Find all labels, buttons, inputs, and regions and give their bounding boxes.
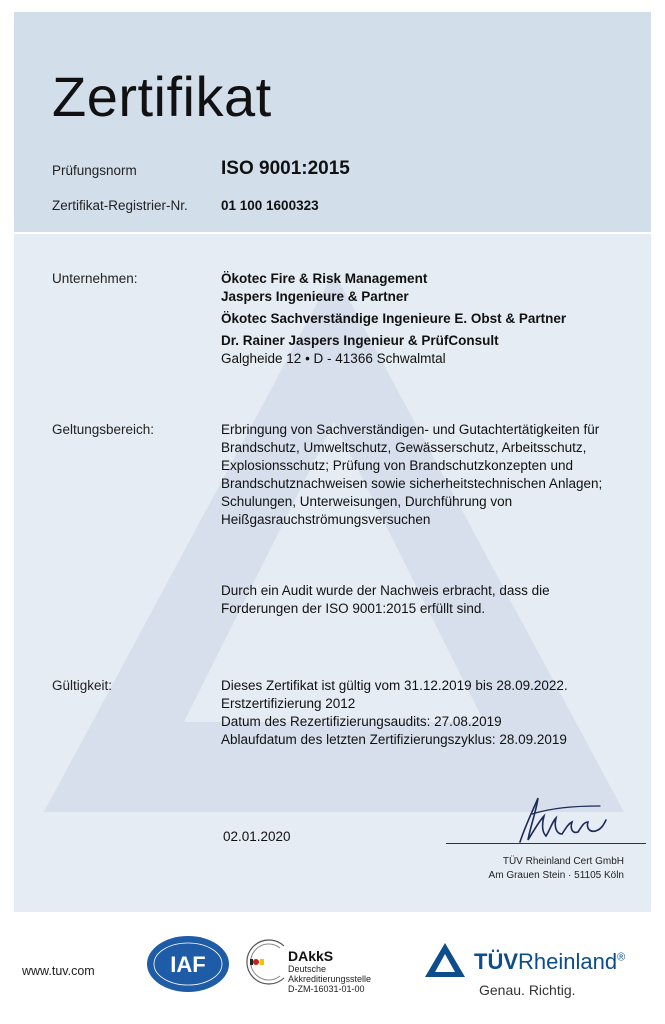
scope-label: Geltungsbereich: [52,422,155,437]
scope-line: Brandschutz, Umweltschutz, Gewässerschutz, Arbeitsschutz, [221,440,587,455]
dakks-line: Akkreditierungsstelle [288,974,372,984]
certificate-title: Zertifikat [52,65,272,128]
scope-line: Erbringung von Sachverständigen- und Gutachtertätigkeiten für [221,422,600,437]
validity-line: Datum des Rezertifizierungsaudits: 27.08.2019 [221,714,502,729]
audit-line: Forderungen der ISO 9001:2015 erfüllt sind. [221,601,486,616]
norm-value: ISO 9001:2015 [221,158,350,179]
issuer-address: Am Grauen Stein · 51105 Köln [488,870,624,881]
iaf-text: IAF [170,952,206,977]
validity-line: Dieses Zertifikat ist gültig vom 31.12.2019 bis 28.09.2022. [221,678,568,693]
company-address: Galgheide 12 • D - 41366 Schwalmtal [221,351,446,366]
header-divider [14,232,651,234]
tuv-brand-rest: Rheinland [518,949,618,974]
registered-mark: ® [617,951,626,964]
dakks-title: DAkkS [288,948,334,964]
company-name-line: Ökotec Fire & Risk Management [221,271,428,286]
registration-label: Zertifikat-Registrier-Nr. [52,198,188,213]
tuv-slogan: Genau. Richtig. [479,982,576,998]
issue-date: 02.01.2020 [223,829,291,844]
scope-text [221,421,602,529]
validity-label: Gültigkeit: [52,678,113,693]
company-name-line: Ökotec Sachverständige Ingenieure E. Obst & Partner [221,311,567,326]
registration-number: 01 100 1600323 [221,198,319,213]
audit-statement [221,582,550,618]
iaf-logo [146,935,230,993]
validity-text [221,677,568,749]
dakks-accreditation-number: D-ZM-16031-01-00 [288,984,365,994]
validity-line: Erstzertifizierung 2012 [221,696,356,711]
signature-line [446,843,646,844]
dakks-text [288,948,371,994]
audit-line: Durch ein Audit wurde der Nachweis erbracht, dass die [221,583,550,598]
scope-line: Schulungen, Unterweisungen, Durchführung von [221,494,513,509]
norm-label: Prüfungsnorm [52,163,137,178]
dakks-emblem [240,936,288,988]
company-block [221,270,566,368]
scope-line: Explosionsschutz; Prüfung von Brandschutzkonzepten und [221,458,573,473]
validity-line: Ablaufdatum des letzten Zertifizierungszyklus: 28.09.2019 [221,732,567,747]
company-label: Unternehmen: [52,271,138,286]
signature-image [512,794,608,846]
certificate-page [14,12,651,912]
issuer-block [489,855,624,883]
website-link[interactable]: www.tuv.com [22,964,95,978]
scope-line: Brandschutznachweisen sowie sicherheitstechnischen Anlagen; [221,476,603,491]
company-name-line: Dr. Rainer Jaspers Ingenieur & PrüfConsult [221,333,499,348]
tuv-brand-bold: TÜV [474,949,518,974]
dakks-line: Deutsche [288,964,327,974]
tuv-triangle-icon [424,941,466,979]
company-name-line: Jaspers Ingenieure & Partner [221,289,409,304]
scope-line: Heißgasrauchströmungsversuchen [221,512,431,527]
issuer-name: TÜV Rheinland Cert GmbH [502,856,624,867]
tuv-rheinland-logo [474,949,625,975]
